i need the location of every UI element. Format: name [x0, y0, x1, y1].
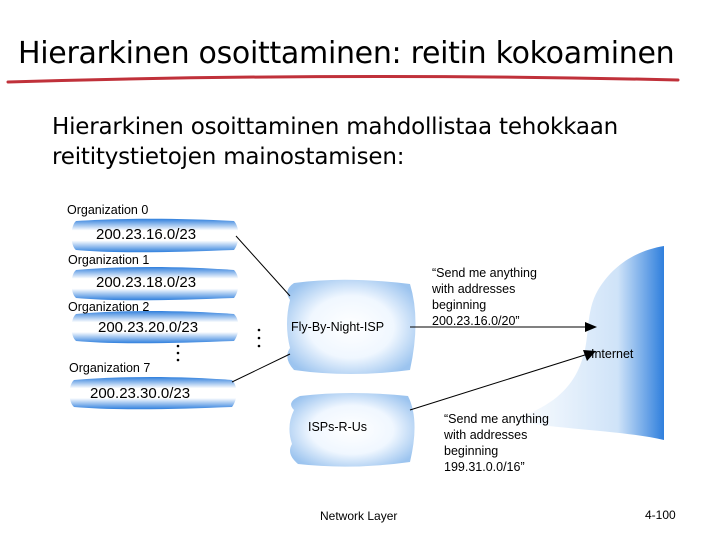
org-0-label: Organization 0: [67, 203, 149, 217]
org-2-prefix: 200.23.20.0/23: [98, 319, 199, 336]
slide-subtitle: Hierarkinen osoittaminen mahdollistaa tehokkaan reititystietojen mainostamisen:: [52, 114, 619, 170]
slide-title: Hierarkinen osoittaminen: reitin kokoaminen: [18, 36, 675, 71]
org-7-label: Organization 7: [69, 361, 151, 375]
isps-r-us-label: ISPs-R-Us: [308, 420, 368, 434]
org-1-prefix: 200.23.18.0/23: [96, 274, 197, 291]
org-1-label: Organization 1: [68, 253, 150, 267]
fly-by-night-label: Fly-By-Night-ISP: [291, 320, 385, 334]
org-7-prefix: 200.23.30.0/23: [90, 385, 191, 402]
internet-label: Internet: [591, 347, 634, 361]
title-underline: [8, 76, 678, 82]
rus-advertisement: “Send me anything with addresses beginning 199.31.0.0/16”: [444, 412, 549, 474]
link-org0-fly: [236, 236, 290, 296]
org-0-prefix: 200.23.16.0/23: [96, 226, 197, 243]
footer-network-layer: Network Layer: [320, 509, 398, 523]
org-2-label: Organization 2: [68, 300, 150, 314]
link-org7-fly: [232, 354, 290, 382]
page-number: 4-100: [645, 508, 676, 522]
fly-advertisement: “Send me anything with addresses beginning 200.23.16.0/20”: [432, 266, 537, 328]
